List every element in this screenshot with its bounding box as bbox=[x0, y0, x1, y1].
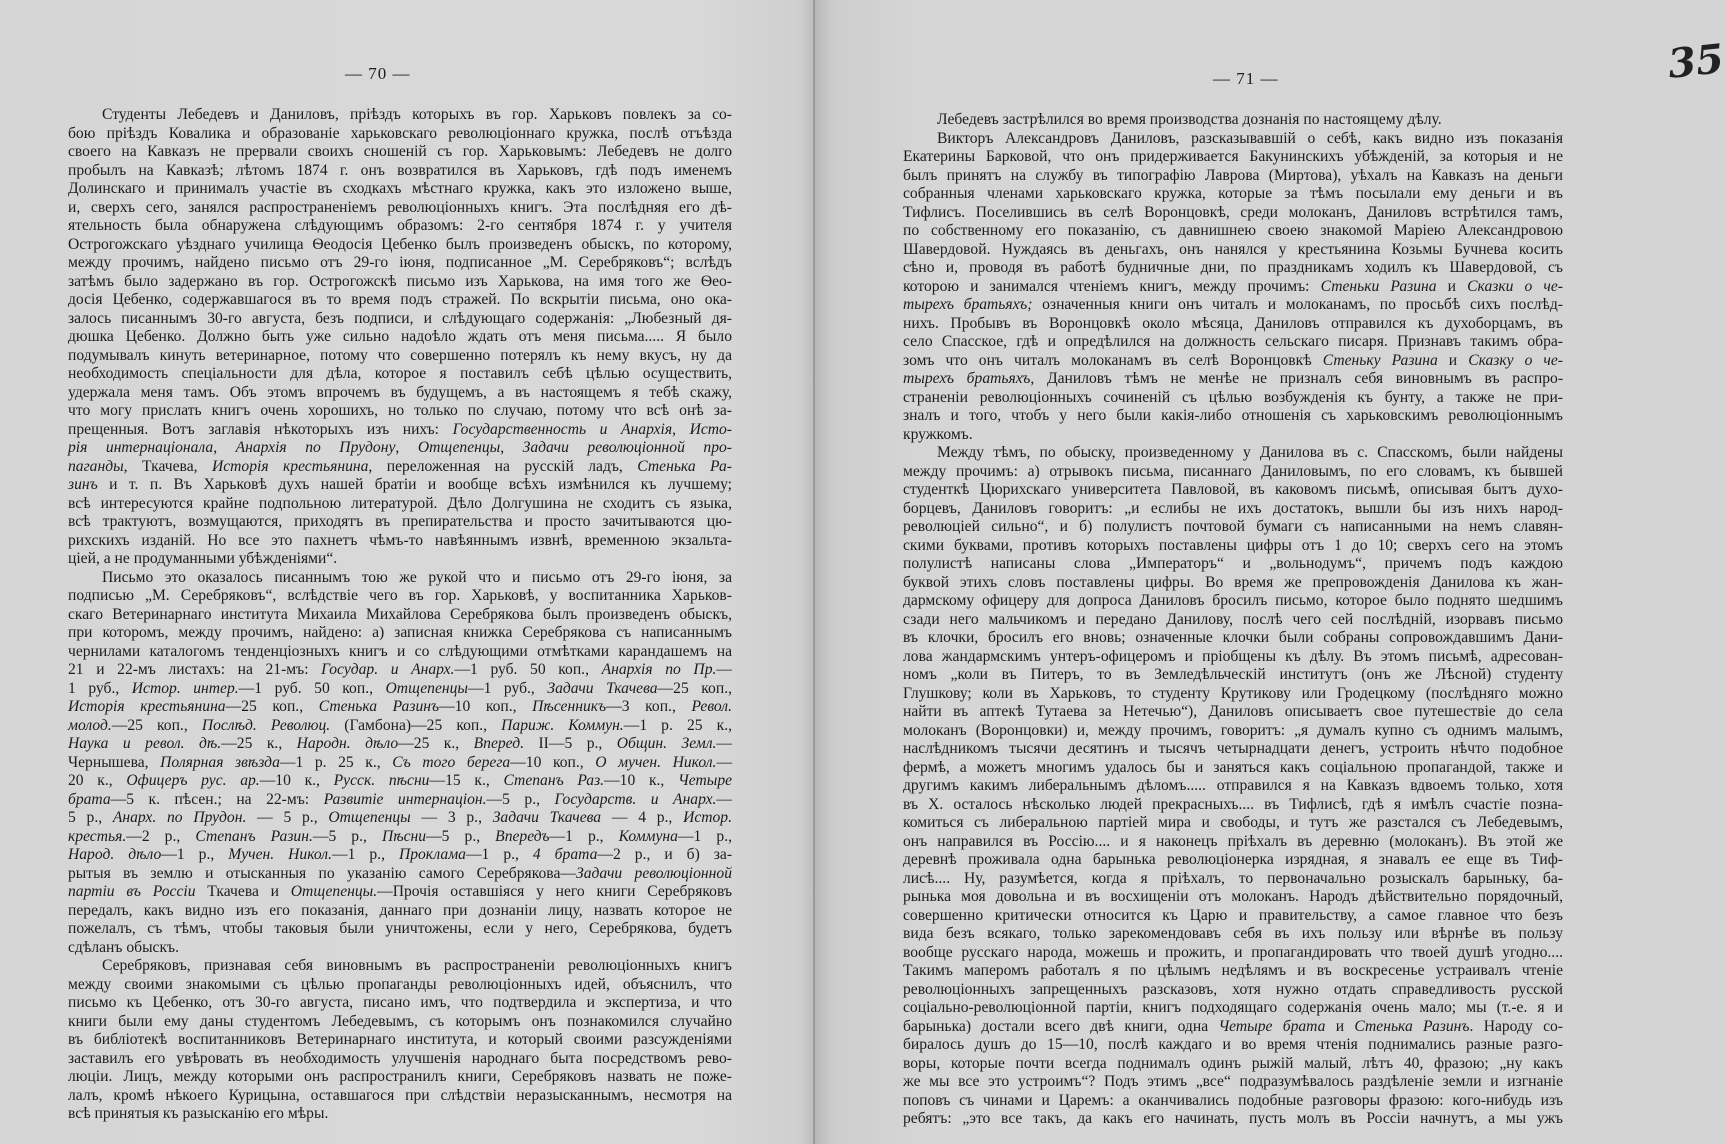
text-line: рынька моя довольна и въ восхищеніи отъ молоканъ. Народъ дѣйствительно порядочный, bbox=[903, 888, 1563, 905]
italic-title: Четыре bbox=[678, 772, 733, 789]
text-line: поповъ съ чинами и Царемъ: а оканчивались подобные разговоры фразою: кого-нибудь изъ bbox=[903, 1091, 1563, 1109]
text-line: досія Цебенко, содержавшагося въ то время подъ стражей. По вскрытіи письма, оно ока- bbox=[68, 291, 732, 308]
text-line: рихскихъ изданій. Но все это пахнетъ чѣмъ-то навѣяннымъ извнѣ, временною экзальта- bbox=[68, 531, 732, 549]
text-segment: рытыя въ землю и отысканныя по указанію самого Серебрякова— bbox=[68, 864, 576, 882]
text-line: буквой этихъ словъ поставлены цифры. Во время же препровожденія Данилова къ жан- bbox=[903, 573, 1563, 591]
text-segment: —10 коп., bbox=[439, 698, 533, 715]
text-line: найти въ аптекѣ Тутаева за Нетечью“), Даниловъ описываетъ свое путешествіе до села bbox=[903, 703, 1563, 720]
text-segment: —10 коп., bbox=[510, 753, 596, 771]
right-page bbox=[815, 0, 1726, 1144]
text-segment: —1 руб., bbox=[467, 679, 548, 697]
text-line: залось писаннымъ 30-го августа, безъ подписи, и слѣдующаго содержанія: „Любезный дя- bbox=[68, 309, 732, 327]
italic-title: Анархія по Пр. bbox=[601, 661, 717, 678]
text-line: Такимъ маперомъ работалъ я по цѣлымъ недѣлямъ и въ воскресенье устраивалъ чтеніе bbox=[903, 962, 1563, 979]
text-line: передалъ, какъ видно изъ его показанія, даннаго при дознаніи лицу, назвать которое не bbox=[68, 901, 732, 919]
text-segment: Чернышева, bbox=[68, 753, 161, 771]
italic-title: 4 брата bbox=[532, 846, 598, 863]
text-line: страненіи революціонныхъ сочиненій съ цѣлью возбужденія къ бунту, а также не при- bbox=[903, 388, 1563, 406]
page-text bbox=[903, 111, 1563, 1129]
text-line: пробылъ на Кавказѣ; лѣтомъ 1874 г. онъ возвратился въ Харьковъ, гдѣ подъ именемъ bbox=[68, 161, 732, 179]
italic-title: Исторія крестьянина bbox=[211, 457, 369, 475]
text-segment: —5 р., bbox=[426, 827, 496, 845]
text-line: ятельность была обнаружена слѣдующимъ образомъ: 2-го сентября 1874 г. у учителя bbox=[68, 217, 732, 234]
text-segment: —5 р., bbox=[312, 827, 382, 845]
text-line: комиться съ либеральною партіей мира и свободы, и тутъ же разстался съ Лебедевымъ, bbox=[903, 814, 1563, 831]
text-line: Глушкову; коли въ Харьковъ, то студенту Крутикову или Гродецкому (послѣдняго можно bbox=[903, 684, 1563, 702]
text-line: между прочимъ: а) отрывокъ письма, писаннаго Даниловымъ, по его словамъ, къ бывшей bbox=[903, 462, 1563, 480]
italic-title: Сказки о че- bbox=[1467, 277, 1563, 295]
italic-title: Отщепенцы bbox=[328, 809, 411, 826]
text-line bbox=[68, 717, 732, 736]
text-line: сзади него мальчикомъ и передано Данилову, послѣ чего сей послѣдній, изорвавъ письмо bbox=[903, 610, 1563, 628]
text-line bbox=[68, 421, 732, 440]
text-line: дармскому офицеру для допроса Даниловъ бросилъ письмо, которое было поднято шедшимъ bbox=[903, 592, 1563, 609]
text-line: фермѣ, а можетъ многимъ удалось бы и заняться какъ соціальною пропагандой, также и bbox=[903, 758, 1563, 776]
text-segment: —1 руб. 50 коп., bbox=[454, 661, 602, 678]
italic-title: Стенька Разинъ bbox=[318, 698, 440, 715]
italic-title: Исторія крестьянина bbox=[68, 698, 226, 715]
text-segment: —10 к., bbox=[604, 772, 679, 789]
text-segment: 1 руб., bbox=[68, 679, 132, 697]
italic-title: Анарх. по Прудон. bbox=[112, 809, 247, 826]
text-segment: , bbox=[213, 439, 236, 456]
italic-title: Отщепенцы bbox=[417, 439, 501, 456]
italic-title: Государственность и Анархія bbox=[452, 420, 673, 438]
text-line: лисѣ.... Ну, разумѣется, когда я пріѣхалъ, то первоначально розыскалъ барыньку, ба- bbox=[903, 869, 1563, 887]
text-line bbox=[68, 476, 732, 495]
text-line bbox=[68, 439, 732, 458]
italic-title: Народ. дѣло bbox=[68, 846, 162, 863]
italic-title: рія интернаціонала bbox=[68, 439, 214, 456]
italic-title: Отщепенцы. bbox=[290, 883, 378, 900]
italic-title: Задачи Ткачева bbox=[547, 679, 658, 697]
text-segment: означенныя книги онъ читалъ и молоканамъ, по просьбѣ сихъ послѣд- bbox=[1032, 296, 1563, 313]
text-segment: —25 коп., bbox=[225, 698, 319, 715]
text-segment: — bbox=[716, 661, 732, 678]
text-segment: — 5 р., bbox=[246, 809, 329, 826]
text-segment: —25 коп., bbox=[111, 716, 202, 734]
italic-title: Степанъ Раз. bbox=[503, 772, 605, 789]
text-line: номъ „коли въ Питеръ, то въ Земледѣльческій институтъ (онъ же Лѣсной) студенту bbox=[903, 666, 1563, 683]
text-line: революціей сильно“, и б) полулистъ почтовой бумаги съ написанными на немъ славян- bbox=[903, 518, 1563, 535]
text-segment: —1 р. 25 к., bbox=[623, 716, 733, 734]
text-line: ціей, а не продуманными убѣжденіями“. bbox=[68, 550, 338, 567]
text-line: полулистѣ написаны слова „Императоръ“ и „вольнодумъ“, причемъ подъ каждою bbox=[903, 555, 1563, 572]
text-segment: —1 р. 25 к., bbox=[279, 753, 393, 771]
text-line: же мы все это устроимъ“? Подъ этимъ „все“ подразумѣвалось раздѣленіе земли и изгнаніе bbox=[903, 1073, 1563, 1090]
text-segment: , bbox=[500, 439, 523, 456]
text-line bbox=[68, 735, 732, 754]
text-line: лалъ, кромѣ нѣкоего Курицына, оставшагося при слѣдствіи неразысканнымъ, несмотря на bbox=[68, 1086, 732, 1104]
text-line: вида безъ всякаго, только зарекомендовавъ себя въ ихъ пользу или вѣрнѣе въ пользу bbox=[903, 925, 1563, 942]
text-line bbox=[903, 296, 1563, 315]
italic-title: Пѣсни bbox=[381, 827, 427, 845]
text-line: бою пріѣздъ Ковалика и образованіе харьковскаго революціоннаго кружка, послѣ отъѣзда bbox=[68, 124, 732, 142]
italic-title: Степанъ Разин. bbox=[195, 827, 313, 845]
text-segment: —1 р., bbox=[549, 827, 619, 845]
italic-title: Наука и револ. дѣ. bbox=[68, 735, 222, 752]
text-segment: —1 р., bbox=[161, 846, 229, 863]
text-line bbox=[68, 791, 732, 810]
text-segment: и bbox=[1325, 1017, 1355, 1035]
text-line: Острогожскаго уѣзднаго училища Ѳеодосія Цебенко былъ произведенъ обыскъ, по которому, bbox=[68, 235, 732, 253]
italic-title: Коммуна bbox=[618, 827, 678, 845]
text-line: Письмо это оказалось писаннымъ тою же рукой что и письмо отъ 29-го іюня, за bbox=[102, 568, 732, 586]
text-line bbox=[68, 680, 732, 699]
text-line bbox=[68, 846, 732, 865]
text-segment: которою и занимался чтеніемъ книгъ, между прочимъ: bbox=[903, 277, 1321, 295]
text-segment: , bbox=[672, 420, 690, 438]
paragraph bbox=[903, 111, 1563, 130]
text-line: своего на Кавказъ не прервали своихъ сношеній съ гор. Харьковымъ: Лебедевъ не долго bbox=[68, 143, 732, 160]
text-line bbox=[68, 698, 732, 717]
italic-title: Отщепенцы bbox=[385, 679, 468, 697]
text-segment: —5 р., bbox=[486, 790, 555, 808]
text-line: пожелалъ, съ тѣмъ, чтобы таковыя были уничтожены, если у него, Серебрякова, будетъ bbox=[68, 920, 732, 937]
paragraph bbox=[68, 569, 732, 958]
text-segment: —25 к., bbox=[398, 735, 474, 752]
text-line bbox=[903, 370, 1563, 389]
text-line: зналъ и того, чтобъ у него были какія-либо отношенія съ харьковскимъ революціоннымъ bbox=[903, 407, 1563, 424]
text-line bbox=[68, 772, 732, 791]
text-segment: . Народу со- bbox=[1469, 1017, 1563, 1035]
text-segment: зомъ что онъ читалъ молоканамъ въ селѣ Воронцовкѣ bbox=[903, 351, 1323, 369]
text-segment: , переложенная на русскій ладъ, bbox=[368, 457, 638, 475]
italic-title: Задачи Ткачева bbox=[492, 809, 602, 826]
text-segment: — bbox=[716, 753, 733, 771]
text-line: заставилъ его увѣровать въ необходимость улучшенія народнаго быта посредствомъ рево- bbox=[68, 1049, 732, 1067]
text-line: революціонныхъ запрещенныхъ разсказовъ, хотя нужно отдать справедливость русской bbox=[903, 980, 1563, 998]
paragraph bbox=[68, 957, 732, 1124]
text-segment: —Прочія оставшіяся у него книги Серебряковъ bbox=[377, 883, 733, 900]
text-line: биралось душъ до 15—10, послѣ каждаго и во время чтенія поднимались разные разго- bbox=[903, 1036, 1563, 1053]
text-line: деревнѣ проживала одна барынька революціонерка изрядная, я знавалъ ее еще въ Тиф- bbox=[903, 851, 1563, 868]
text-segment: — 3 р., bbox=[410, 809, 493, 826]
text-segment: , bbox=[395, 439, 418, 456]
text-line: Серебряковъ, признавая себя виновнымъ въ распространеніи революціонныхъ книгъ bbox=[102, 957, 732, 974]
text-segment: — 4 р., bbox=[601, 809, 684, 826]
text-line: письмо къ Цебенко, отъ 30-го августа, писано имъ, что подтвердила и экспертиза, и что bbox=[68, 994, 732, 1011]
text-segment: , Ткачева, bbox=[123, 457, 212, 475]
text-segment: —1 р., bbox=[465, 846, 533, 863]
paragraph bbox=[903, 130, 1563, 445]
text-segment: — bbox=[716, 735, 733, 752]
italic-title: Русск. пѣсни bbox=[333, 772, 430, 789]
text-line: что могу прислать книгъ очень хорошихъ, но только по случаю, потому что всѣ онѣ за- bbox=[68, 402, 732, 419]
text-line: при которомъ, между прочимъ, найдено: а) записная книжка Серебрякова съ написаннымъ bbox=[68, 624, 732, 641]
text-line: собранныя членами харьковскаго кружка, которые за тѣмъ посылали ему деньги и въ bbox=[903, 185, 1563, 202]
text-line: наслѣдникомъ тысячи десятинъ и тысячъ четырнадцати денегъ, устроить нѣчто подобное bbox=[903, 740, 1563, 757]
text-line: Студенты Лебедевъ и Даниловъ, пріѣздъ которыхъ въ гор. Харьковъ повлекъ за со- bbox=[102, 106, 732, 123]
italic-title: Общин. Земл. bbox=[616, 735, 717, 752]
text-line: дюшка Цебенко. Должно быть уже сильно надоѣло ждать отъ меня письма..... Я было bbox=[68, 328, 732, 345]
text-line: сѣно и, проводя въ работѣ будничные дни, по праздникамъ ходилъ къ Шавердовой, съ bbox=[903, 259, 1563, 276]
text-line: люціи. Лицъ, между которыми онъ распространилъ книги, Серебряковъ назвать не поже- bbox=[68, 1068, 732, 1085]
text-line: ребятъ: „это все такъ, да какъ его начинать, пусть молъ въ Россіи начнутъ, а мы ужъ bbox=[903, 1110, 1563, 1127]
text-segment: Ткачева и bbox=[195, 883, 291, 900]
text-line: соціально-революціонной партіи, книгъ подходящаго содержанія очень мало; мы (т.-е. я и bbox=[903, 999, 1563, 1016]
text-segment: —5 к. пѣсен.; на 22-мъ: bbox=[110, 790, 324, 808]
text-segment: —2 р., bbox=[126, 827, 196, 845]
italic-title: Задачи революціонной про- bbox=[522, 439, 732, 456]
italic-title: Четыре брата bbox=[1218, 1017, 1326, 1035]
page-number: — 71 — bbox=[1213, 69, 1279, 88]
italic-title: Мучен. Никол. bbox=[228, 846, 332, 863]
italic-title: молод. bbox=[68, 716, 112, 734]
text-line bbox=[903, 1018, 1563, 1037]
italic-title: Офицеръ рус. ар. bbox=[126, 772, 260, 789]
text-line: чернилами каталогомъ тенденціозныхъ книгъ и со слѣдующими отмѣтками карандашемъ на bbox=[68, 642, 732, 660]
text-segment: (Гамбона)—25 коп., bbox=[330, 716, 502, 734]
italic-title: Анархія по Прудону bbox=[235, 439, 396, 456]
text-line: совершенно критически относится къ Царю и правительству, а самое главное что безъ bbox=[903, 906, 1563, 924]
text-line: всѣ принятыя къ разысканію его мѣры. bbox=[68, 1105, 329, 1122]
text-line: скими буквами, противъ которыхъ поставлены цифры отъ 1 до 10; сверхъ сего на этомъ bbox=[903, 536, 1563, 554]
italic-title: Истор. bbox=[683, 809, 732, 826]
text-line: Долинскаго и принималъ участіе въ сходкахъ мѣстнаго кружка, какъ это изложено выше, bbox=[68, 180, 732, 197]
italic-title: Развитіе интернаціон. bbox=[323, 790, 487, 808]
italic-title: Стеньки Разина bbox=[1320, 277, 1437, 295]
text-segment: прещенныя. Вотъ заглавія нѣкоторыхъ изъ нихъ: bbox=[68, 420, 453, 438]
text-line: село Спасское, гдѣ и опредѣлился на должность сельскаго писаря. Признавъ такимъ обра- bbox=[903, 333, 1563, 350]
italic-title: тырехъ братьяхъ bbox=[903, 370, 1031, 387]
text-segment: —1 р., bbox=[332, 846, 399, 863]
text-line: нихъ. Пробывъ въ Воронцовкѣ около мѣсяца, Даниловъ отправился къ духоборцамъ, въ bbox=[903, 314, 1563, 332]
text-segment: 5 р., bbox=[68, 809, 113, 826]
text-segment: —10 к., bbox=[259, 772, 334, 789]
text-line: въ Х. осталось нѣсколько людей прекрасныхъ.... въ Тифлисѣ, гдѣ я имѣлъ счастіе позна- bbox=[903, 795, 1563, 813]
italic-title: Исто- bbox=[689, 420, 732, 438]
text-line: подумывалъ кинуть ветеринарное, потому что совершенно потерялъ къ нему вкусъ, ну да bbox=[68, 346, 732, 364]
italic-title: зинъ bbox=[68, 476, 98, 493]
text-line: Лебедевъ застрѣлился во время производства дознанія по настоящему дѣлу. bbox=[937, 111, 1442, 128]
italic-title: Стенька Ра- bbox=[637, 457, 732, 475]
left-page bbox=[0, 0, 815, 1144]
text-segment: и bbox=[1436, 277, 1468, 295]
text-line: другимъ какимъ либеральнымъ дѣломъ..... отправился я на Кавказъ вдвоемъ только, хотя bbox=[903, 777, 1563, 794]
text-line bbox=[68, 883, 732, 902]
text-line: между прочимъ, найдено письмо отъ 29-го іюня, подписанное „М. Серебряковъ“; вслѣдъ bbox=[68, 254, 732, 271]
text-line bbox=[68, 865, 732, 884]
text-segment: барынька) достали всего двѣ книги, одна bbox=[903, 1017, 1219, 1035]
italic-title: Съ того берега bbox=[392, 753, 511, 771]
text-segment: —3 коп., bbox=[606, 698, 692, 715]
text-line: студенткѣ Цюрихскаго университета Павловой, въ каковомъ письмѣ, описывая бытъ духо- bbox=[903, 481, 1563, 498]
text-line: борцевъ, Даниловъ говоритъ: „и еслибы не ихъ достатокъ, вышли бы изъ нихъ народ- bbox=[903, 499, 1563, 517]
handwritten-folio-number: 35 bbox=[1665, 35, 1726, 88]
text-line: подписью „М. Серебряковъ“, вслѣдствіе чего въ гор. Харьковѣ, у воспитанника Харьков- bbox=[68, 587, 732, 604]
text-line bbox=[68, 661, 732, 680]
italic-title: Государ. и Анарх. bbox=[321, 661, 455, 678]
italic-title: Задачи революціонной bbox=[575, 864, 732, 882]
text-line: лова жандармскимъ унтеръ-офицеромъ и пріобщены къ дѣлу. Въ этомъ письмѣ, адресован- bbox=[903, 647, 1563, 665]
text-line bbox=[68, 809, 732, 828]
italic-title: Впередъ bbox=[495, 827, 550, 845]
text-line: онъ направился въ Россію.... и я наконецъ пріѣхалъ въ деревню (молоканъ). Въ этой же bbox=[903, 832, 1563, 850]
text-segment: 20 к., bbox=[68, 772, 127, 789]
text-line: всѣ интересуются крайне подпольною литературой. Дѣло Долгушина не сходитъ съ языка, bbox=[68, 494, 732, 512]
italic-title: Государств. и Анарх. bbox=[554, 790, 717, 808]
text-line: книги были ему даны студентомъ Лебедевымъ, съ которымъ онъ познакомился случайно bbox=[68, 1012, 732, 1030]
page-number: — 70 — bbox=[345, 64, 411, 83]
text-line: по собственному его показанію, съ давнишнею своею знакомой Маріею Александровою bbox=[903, 222, 1563, 239]
text-line: кружкомъ. bbox=[903, 425, 973, 443]
text-line: между своими знакомыми съ цѣлью пропаганды революціонныхъ идей, объяснилъ, что bbox=[68, 975, 732, 993]
text-line bbox=[68, 828, 732, 847]
text-segment: —1 р., bbox=[677, 827, 732, 845]
text-segment: —25 к., bbox=[221, 735, 297, 752]
italic-title: О мучен. Никол. bbox=[595, 753, 717, 771]
italic-title: Париж. Коммун. bbox=[501, 716, 624, 734]
text-segment: —25 коп., bbox=[657, 679, 732, 697]
page-text bbox=[68, 106, 732, 1124]
text-line: всѣ трактуютъ, возмущаются, приходятъ въ препирательства и просто зачитываются цю- bbox=[68, 513, 732, 530]
text-line: молоканъ (Воронцовки) и, между прочимъ, говоритъ: „я думалъ купно съ однимъ малымъ, bbox=[903, 721, 1563, 739]
paragraph bbox=[903, 444, 1563, 1129]
text-segment: и т. п. Въ Харьковѣ духъ нашей братіи и вообще всѣхъ измѣнился къ лучшему; bbox=[97, 476, 732, 493]
text-line: Екатерины Барковой, что онъ придерживается Бакунинскихъ убѣжденій, за которыя и не bbox=[903, 148, 1563, 165]
italic-title: партіи въ Россіи bbox=[68, 883, 196, 900]
paragraph bbox=[68, 106, 732, 569]
italic-title: Стеньку Разина bbox=[1322, 351, 1438, 369]
italic-title: Стенька Разинъ bbox=[1354, 1017, 1470, 1035]
text-line: удержала меня тамъ. Объ этомъ впрочемъ въ будущемъ, а въ настоящемъ я тебѣ скажу, bbox=[68, 383, 732, 401]
text-line bbox=[903, 352, 1563, 371]
text-line: въ библіотекѣ воспитанниковъ Ветеринарнаго института, и который своими разсужденіями bbox=[68, 1031, 732, 1048]
text-line bbox=[68, 458, 732, 477]
text-line: Викторъ Александровъ Даниловъ, разсказывавшій о себѣ, какъ видно изъ показанія bbox=[937, 129, 1563, 147]
text-line: вообще русскаго народа, можешь и прожить, и пропагандировать что твоей душѣ угодно.... bbox=[903, 943, 1563, 961]
italic-title: Народн. дѣло bbox=[296, 735, 399, 752]
italic-title: Послѣд. Революц. bbox=[201, 716, 331, 734]
text-line: и, сверхъ сего, занялся распространеніемъ революціонныхъ книгъ. Эта послѣдняя его дѣ- bbox=[68, 198, 732, 216]
text-segment: — bbox=[716, 790, 733, 808]
text-segment: II—5 р., bbox=[524, 735, 617, 752]
text-line bbox=[903, 278, 1563, 297]
text-segment: —1 руб. 50 коп., bbox=[238, 679, 386, 697]
text-line: затѣмъ было задержано въ гор. Острогожскѣ письмо изъ Харькова, на имя того же Ѳео- bbox=[68, 272, 732, 290]
text-line: сдѣланъ обыскъ. bbox=[68, 938, 179, 956]
italic-title: Полярная звѣзда bbox=[160, 753, 280, 771]
italic-title: крестья. bbox=[68, 827, 127, 845]
italic-title: брата bbox=[68, 790, 111, 808]
italic-title: Сказку о че- bbox=[1468, 351, 1563, 369]
text-line: скаго Ветеринарнаго института Михаила Михайлова Серебрякова былъ произведенъ обыскъ, bbox=[68, 605, 732, 623]
italic-title: Впеpед. bbox=[473, 735, 525, 752]
text-line: Тифлисъ. Поселившись въ селѣ Воронцовкѣ, среди молоканъ, Даниловъ встрѣтился тамъ, bbox=[903, 203, 1563, 221]
italic-title: Прокламa bbox=[398, 846, 466, 863]
text-segment: —15 к., bbox=[429, 772, 504, 789]
italic-title: тырехъ братьяхъ; bbox=[903, 296, 1033, 313]
text-line: въ клочки, бросилъ его вновь; означенные клочки были собраны сопровождавшимъ Дани- bbox=[903, 629, 1563, 646]
italic-title: Револ. bbox=[691, 698, 732, 715]
text-line: необходимость спеціальности для дѣла, которое я поставилъ себѣ цѣлью осуществить, bbox=[68, 365, 732, 382]
text-segment: —2 р., и б) за- bbox=[597, 846, 733, 863]
text-line: воры, которые почти всегда поднималъ одинъ рыжій малый, лѣтъ 40, фразою; „ну какъ bbox=[903, 1054, 1563, 1072]
italic-title: паганды bbox=[68, 457, 124, 475]
text-segment: 21 и 22-мъ листахъ: на 21-мъ: bbox=[68, 661, 322, 678]
text-segment: , Даниловъ тѣмъ не менѣе не призналъ себя виновнымъ въ распро- bbox=[1030, 370, 1564, 387]
text-line: Шавердовой. Нуждаясь въ деньгахъ, онъ нанялся у крестьянина Козьмы Бучнева косить bbox=[903, 240, 1563, 258]
text-line: былъ принятъ на службу въ типографію Лаврова (Миртова), уѣхалъ на Кавказъ на деньги bbox=[903, 166, 1563, 184]
italic-title: Истор. интер. bbox=[131, 679, 239, 697]
italic-title: Пѣсенникъ bbox=[532, 698, 607, 715]
text-line bbox=[68, 754, 732, 773]
text-line: Между тѣмъ, по обыску, произведенному у Данилова въ с. Спасскомъ, были найдены bbox=[937, 444, 1563, 461]
text-segment: и bbox=[1437, 351, 1469, 369]
